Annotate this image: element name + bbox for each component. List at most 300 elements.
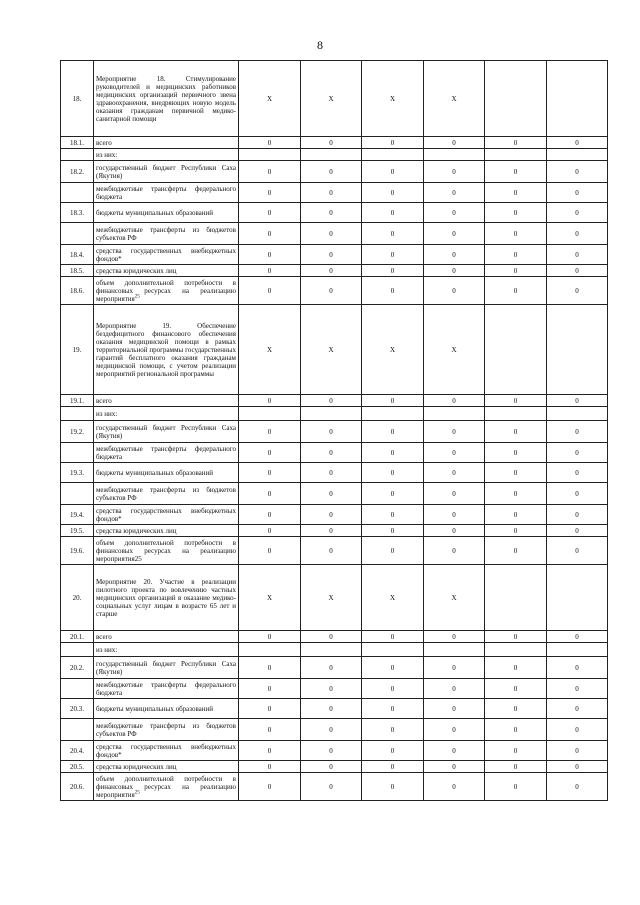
value-cell: X — [424, 61, 485, 137]
value-cell: 0 — [547, 699, 608, 719]
value-cell: 0 — [547, 395, 608, 407]
table-row — [61, 657, 608, 679]
row-number: 20.3. — [61, 699, 94, 719]
value-cell: 0 — [301, 657, 362, 679]
table-row — [61, 203, 608, 223]
value-cell: 0 — [239, 421, 301, 443]
value-cell: X — [301, 305, 362, 395]
table-row — [61, 407, 608, 421]
row-number — [61, 223, 94, 245]
row-description — [94, 223, 239, 245]
row-description — [94, 643, 239, 657]
value-cell: 0 — [485, 421, 547, 443]
row-description-text: межбюджетные трансферты из бюджетов субъектов РФ — [96, 225, 236, 242]
value-cell: 0 — [485, 277, 547, 305]
value-cell: 0 — [362, 483, 424, 505]
value-cell: 0 — [301, 505, 362, 525]
value-cell: 0 — [485, 265, 547, 277]
table-row — [61, 537, 608, 565]
value-cell — [239, 407, 301, 421]
value-cell: 0 — [301, 483, 362, 505]
value-cell — [362, 407, 424, 421]
table-row — [61, 277, 608, 305]
value-cell: 0 — [424, 443, 485, 463]
value-cell: 0 — [239, 463, 301, 483]
row-description-text: Мероприятие 19. Обеспечение бездефицитного финансового обеспечения оказания медицинской помощи в рамках территориальной программы государственных гарантий бесплатного оказания гражданам медицинской помощи, с учетом реализации мероприятий региональной программы — [96, 321, 236, 378]
value-cell: 0 — [301, 719, 362, 741]
value-cell: 0 — [239, 223, 301, 245]
page-number: 8 — [317, 38, 323, 52]
value-cell: 0 — [424, 773, 485, 801]
value-cell: 0 — [424, 679, 485, 699]
value-cell: 0 — [301, 395, 362, 407]
value-cell: 0 — [424, 525, 485, 537]
footnote-marker: 25 — [134, 790, 140, 796]
value-cell — [547, 565, 608, 631]
table-row — [61, 421, 608, 443]
table-row — [61, 245, 608, 265]
row-number: 19.5. — [61, 525, 94, 537]
value-cell: 0 — [239, 183, 301, 203]
value-cell: 0 — [362, 137, 424, 149]
value-cell: X — [301, 565, 362, 631]
value-cell — [485, 149, 547, 161]
row-description — [94, 421, 239, 443]
row-description — [94, 505, 239, 525]
value-cell: 0 — [301, 277, 362, 305]
value-cell: 0 — [239, 657, 301, 679]
row-number: 18. — [61, 61, 94, 137]
row-number: 19.6. — [61, 537, 94, 565]
table-row — [61, 137, 608, 149]
row-description-text: всего — [96, 396, 112, 405]
value-cell: 0 — [239, 265, 301, 277]
row-number: 18.4. — [61, 245, 94, 265]
row-number: 18.2. — [61, 161, 94, 183]
value-cell: 0 — [239, 203, 301, 223]
value-cell: 0 — [424, 631, 485, 643]
row-description — [94, 137, 239, 149]
value-cell: 0 — [547, 245, 608, 265]
value-cell: 0 — [362, 631, 424, 643]
value-cell — [547, 407, 608, 421]
table-row — [61, 483, 608, 505]
row-description-text: средства государственных внебюджетных фондов* — [96, 742, 236, 759]
value-cell: X — [362, 565, 424, 631]
row-description-text: бюджеты муниципальных образований — [96, 208, 214, 217]
row-description-text: объем дополнительной потребности в финансовых ресурсах на реализацию мероприятия — [96, 774, 236, 799]
value-cell: 0 — [362, 443, 424, 463]
row-description-text: из них: — [96, 645, 118, 654]
value-cell: 0 — [547, 657, 608, 679]
row-description-text: межбюджетные трансферты из бюджетов субъектов РФ — [96, 721, 236, 738]
value-cell: 0 — [301, 137, 362, 149]
footnote-marker: 25 — [134, 294, 140, 300]
table-row — [61, 505, 608, 525]
value-cell: 0 — [301, 421, 362, 443]
value-cell: 0 — [547, 741, 608, 761]
value-cell: 0 — [547, 761, 608, 773]
row-description-text: всего — [96, 138, 112, 147]
value-cell — [485, 305, 547, 395]
value-cell: 0 — [547, 719, 608, 741]
value-cell — [362, 149, 424, 161]
row-description — [94, 537, 239, 565]
value-cell: 0 — [485, 395, 547, 407]
value-cell — [301, 407, 362, 421]
value-cell: 0 — [239, 719, 301, 741]
value-cell: 0 — [301, 525, 362, 537]
row-number — [61, 643, 94, 657]
value-cell: 0 — [485, 463, 547, 483]
value-cell: 0 — [547, 443, 608, 463]
row-description-text: государственный бюджет Республики Саха (Якутия) — [96, 163, 236, 180]
row-number: 18.3. — [61, 203, 94, 223]
row-number: 18.5. — [61, 265, 94, 277]
row-description — [94, 741, 239, 761]
value-cell — [547, 305, 608, 395]
value-cell: 0 — [485, 483, 547, 505]
value-cell: 0 — [547, 421, 608, 443]
value-cell: 0 — [301, 699, 362, 719]
row-description-text: средства юридических лиц — [96, 762, 177, 771]
value-cell: 0 — [424, 223, 485, 245]
value-cell: 0 — [239, 245, 301, 265]
value-cell — [239, 643, 301, 657]
row-description-text: объем дополнительной потребности в финансовых ресурсах на реализацию мероприятия25 — [96, 538, 236, 563]
value-cell: 0 — [301, 443, 362, 463]
table-row — [61, 305, 608, 395]
row-description-text: средства юридических лиц — [96, 266, 177, 275]
value-cell: 0 — [424, 537, 485, 565]
value-cell: X — [239, 305, 301, 395]
row-description — [94, 761, 239, 773]
value-cell: 0 — [362, 699, 424, 719]
row-number — [61, 183, 94, 203]
value-cell: 0 — [239, 773, 301, 801]
value-cell: 0 — [362, 277, 424, 305]
value-cell: 0 — [485, 719, 547, 741]
value-cell: 0 — [301, 245, 362, 265]
value-cell: 0 — [362, 537, 424, 565]
row-number: 20.2. — [61, 657, 94, 679]
row-description-text: всего — [96, 632, 112, 641]
value-cell: 0 — [362, 245, 424, 265]
row-description — [94, 161, 239, 183]
value-cell: 0 — [301, 773, 362, 801]
value-cell — [362, 643, 424, 657]
row-description — [94, 245, 239, 265]
row-description — [94, 773, 239, 801]
row-description — [94, 679, 239, 699]
table-row — [61, 443, 608, 463]
table-row — [61, 631, 608, 643]
value-cell: 0 — [547, 203, 608, 223]
value-cell: 0 — [485, 137, 547, 149]
table-row — [61, 223, 608, 245]
value-cell: 0 — [424, 203, 485, 223]
value-cell: 0 — [239, 761, 301, 773]
value-cell: 0 — [239, 741, 301, 761]
value-cell: 0 — [547, 679, 608, 699]
value-cell: 0 — [362, 505, 424, 525]
value-cell: 0 — [362, 203, 424, 223]
row-description-text: межбюджетные трансферты федерального бюджета — [96, 444, 236, 461]
value-cell — [547, 149, 608, 161]
row-number: 19.4. — [61, 505, 94, 525]
value-cell: 0 — [362, 463, 424, 483]
value-cell: 0 — [424, 421, 485, 443]
table-row — [61, 463, 608, 483]
value-cell: 0 — [424, 245, 485, 265]
value-cell: X — [362, 61, 424, 137]
table-row — [61, 161, 608, 183]
value-cell: 0 — [424, 183, 485, 203]
value-cell: 0 — [424, 699, 485, 719]
value-cell: 0 — [547, 137, 608, 149]
row-description-text: Мероприятие 18. Стимулирование руководителей и медицинских работников медицинских организаций первичного звена здравоохранения, внедряющих новую модель оказания гражданам первичной медико-санитарной помощи — [96, 74, 236, 123]
value-cell: 0 — [301, 223, 362, 245]
value-cell: 0 — [547, 183, 608, 203]
row-description-text: из них: — [96, 150, 118, 159]
value-cell: 0 — [485, 443, 547, 463]
row-description — [94, 149, 239, 161]
value-cell: 0 — [301, 761, 362, 773]
table-row — [61, 741, 608, 761]
value-cell: 0 — [362, 395, 424, 407]
value-cell: 0 — [485, 773, 547, 801]
value-cell: 0 — [239, 525, 301, 537]
value-cell: 0 — [547, 525, 608, 537]
value-cell — [547, 61, 608, 137]
row-description-text: государственный бюджет Республики Саха (Якутия) — [96, 659, 236, 676]
value-cell: 0 — [485, 537, 547, 565]
value-cell — [239, 149, 301, 161]
value-cell: 0 — [362, 421, 424, 443]
value-cell: 0 — [547, 277, 608, 305]
row-number: 20. — [61, 565, 94, 631]
value-cell: 0 — [424, 463, 485, 483]
value-cell: 0 — [485, 761, 547, 773]
row-number: 20.4. — [61, 741, 94, 761]
table-row — [61, 149, 608, 161]
row-description-text: объем дополнительной потребности в финансовых ресурсах на реализацию мероприятия — [96, 278, 236, 303]
value-cell: X — [239, 565, 301, 631]
value-cell: 0 — [547, 505, 608, 525]
value-cell: 0 — [362, 161, 424, 183]
row-description — [94, 719, 239, 741]
value-cell: X — [239, 61, 301, 137]
row-description — [94, 203, 239, 223]
row-number — [61, 679, 94, 699]
row-description — [94, 183, 239, 203]
row-number: 20.6. — [61, 773, 94, 801]
value-cell: 0 — [424, 277, 485, 305]
table-row — [61, 773, 608, 801]
value-cell: 0 — [424, 395, 485, 407]
value-cell: 0 — [424, 657, 485, 679]
value-cell — [424, 407, 485, 421]
value-cell: 0 — [362, 265, 424, 277]
table-row — [61, 679, 608, 699]
value-cell: 0 — [547, 161, 608, 183]
value-cell: 0 — [424, 161, 485, 183]
value-cell: 0 — [362, 183, 424, 203]
row-description — [94, 305, 239, 395]
value-cell — [485, 407, 547, 421]
value-cell — [424, 149, 485, 161]
row-number: 18.1. — [61, 137, 94, 149]
value-cell: 0 — [239, 483, 301, 505]
value-cell: 0 — [485, 657, 547, 679]
value-cell: 0 — [301, 203, 362, 223]
row-number — [61, 483, 94, 505]
row-description — [94, 407, 239, 421]
row-description-text: межбюджетные трансферты федерального бюджета — [96, 184, 236, 201]
value-cell: 0 — [301, 161, 362, 183]
value-cell: 0 — [362, 525, 424, 537]
row-number: 19.3. — [61, 463, 94, 483]
row-description — [94, 525, 239, 537]
table-row — [61, 699, 608, 719]
value-cell — [547, 643, 608, 657]
value-cell: 0 — [485, 245, 547, 265]
row-description-text: межбюджетные трансферты из бюджетов субъектов РФ — [96, 485, 236, 502]
row-description-text: средства государственных внебюджетных фондов* — [96, 506, 236, 523]
row-description — [94, 699, 239, 719]
value-cell: X — [424, 305, 485, 395]
value-cell: 0 — [362, 773, 424, 801]
row-number — [61, 719, 94, 741]
value-cell: 0 — [239, 699, 301, 719]
value-cell: 0 — [424, 265, 485, 277]
value-cell: 0 — [362, 719, 424, 741]
value-cell: 0 — [239, 443, 301, 463]
value-cell: 0 — [362, 223, 424, 245]
row-number — [61, 149, 94, 161]
value-cell — [485, 565, 547, 631]
row-description-text: межбюджетные трансферты федерального бюджета — [96, 680, 236, 697]
value-cell: 0 — [547, 773, 608, 801]
table-row — [61, 565, 608, 631]
row-number: 20.5. — [61, 761, 94, 773]
value-cell: 0 — [301, 463, 362, 483]
value-cell: 0 — [424, 741, 485, 761]
row-description-text: бюджеты муниципальных образований — [96, 468, 214, 477]
value-cell: 0 — [301, 183, 362, 203]
value-cell — [424, 643, 485, 657]
table-row — [61, 395, 608, 407]
value-cell: 0 — [547, 223, 608, 245]
row-description — [94, 61, 239, 137]
value-cell: 0 — [485, 183, 547, 203]
row-description — [94, 631, 239, 643]
value-cell: 0 — [424, 137, 485, 149]
row-description — [94, 395, 239, 407]
value-cell: 0 — [301, 265, 362, 277]
value-cell: 0 — [485, 631, 547, 643]
row-number: 20.1. — [61, 631, 94, 643]
value-cell: 0 — [547, 463, 608, 483]
value-cell: 0 — [485, 679, 547, 699]
value-cell — [485, 643, 547, 657]
row-description — [94, 265, 239, 277]
value-cell — [301, 149, 362, 161]
value-cell: 0 — [301, 631, 362, 643]
value-cell: 0 — [547, 537, 608, 565]
row-description-text: из них: — [96, 409, 118, 418]
budget-table — [60, 60, 608, 801]
table-row — [61, 183, 608, 203]
value-cell — [301, 643, 362, 657]
table-row — [61, 265, 608, 277]
value-cell: 0 — [485, 203, 547, 223]
row-number — [61, 443, 94, 463]
row-number: 19.2. — [61, 421, 94, 443]
table-row — [61, 61, 608, 137]
value-cell: 0 — [424, 505, 485, 525]
value-cell: 0 — [239, 395, 301, 407]
row-description — [94, 277, 239, 305]
value-cell: 0 — [239, 137, 301, 149]
row-description-text: Мероприятие 20. Участие в реализации пилотного проекта по вовлечению частных медицинских организаций в оказание медико-социальных услуг лицам в возрасте 65 лет и старше — [96, 577, 236, 618]
value-cell: 0 — [362, 761, 424, 773]
value-cell: X — [424, 565, 485, 631]
value-cell: 0 — [485, 699, 547, 719]
value-cell: 0 — [301, 679, 362, 699]
value-cell: 0 — [301, 741, 362, 761]
row-number: 18.6. — [61, 277, 94, 305]
value-cell: 0 — [424, 719, 485, 741]
value-cell: 0 — [239, 537, 301, 565]
value-cell: 0 — [301, 537, 362, 565]
value-cell — [485, 61, 547, 137]
value-cell: 0 — [485, 741, 547, 761]
value-cell: 0 — [239, 277, 301, 305]
value-cell: 0 — [239, 161, 301, 183]
table-row — [61, 719, 608, 741]
value-cell: 0 — [547, 483, 608, 505]
row-description-text: средства юридических лиц — [96, 526, 177, 535]
value-cell: 0 — [362, 679, 424, 699]
table-row — [61, 525, 608, 537]
row-description — [94, 483, 239, 505]
table-row — [61, 761, 608, 773]
value-cell: 0 — [239, 679, 301, 699]
value-cell: 0 — [239, 505, 301, 525]
row-description — [94, 443, 239, 463]
value-cell: 0 — [547, 631, 608, 643]
row-description-text: государственный бюджет Республики Саха (Якутия) — [96, 423, 236, 440]
value-cell: 0 — [239, 631, 301, 643]
value-cell: 0 — [485, 161, 547, 183]
value-cell: 0 — [485, 525, 547, 537]
row-number: 19.1. — [61, 395, 94, 407]
value-cell: 0 — [485, 505, 547, 525]
table-row — [61, 643, 608, 657]
value-cell: X — [301, 61, 362, 137]
row-number — [61, 407, 94, 421]
row-description — [94, 657, 239, 679]
value-cell: 0 — [485, 223, 547, 245]
row-description-text: бюджеты муниципальных образований — [96, 704, 214, 713]
row-description — [94, 463, 239, 483]
value-cell: 0 — [362, 741, 424, 761]
row-description — [94, 565, 239, 631]
value-cell: 0 — [424, 761, 485, 773]
value-cell: X — [362, 305, 424, 395]
value-cell: 0 — [362, 657, 424, 679]
